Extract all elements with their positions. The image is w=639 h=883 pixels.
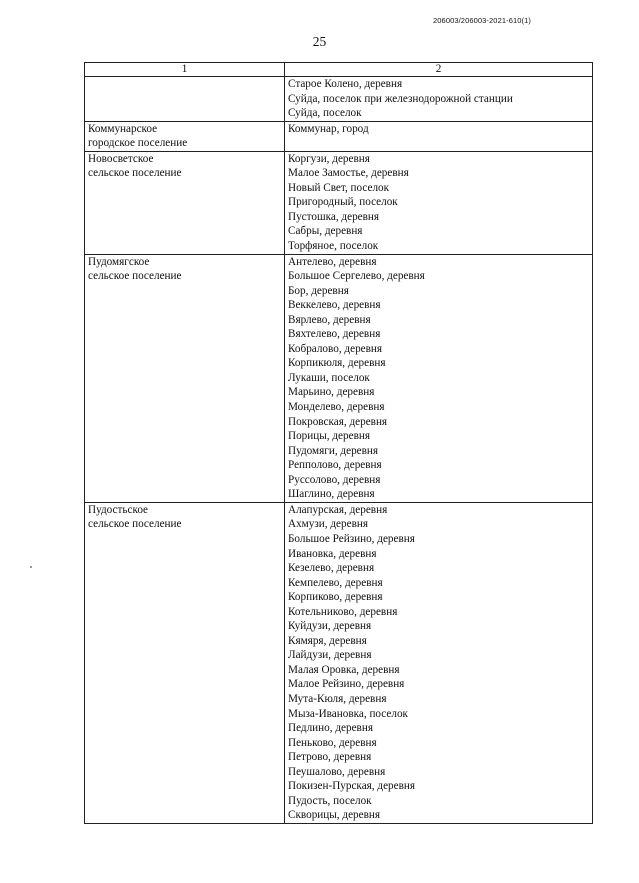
settlement-entry: Малое Замостье, деревня <box>288 167 409 180</box>
settlement-entry: Репполово, деревня <box>288 459 382 472</box>
settlement-entry: Торфяное, поселок <box>288 240 379 253</box>
municipality-name-line: Пудостьское <box>88 503 149 516</box>
settlement-entry: Сабры, деревня <box>288 225 363 238</box>
settlement-entry: Старое Колено, деревня <box>288 78 403 90</box>
settlement-entry: Корпикюля, деревня <box>288 357 386 370</box>
settlement-entry: Порицы, деревня <box>288 430 370 443</box>
settlement-entry: Коргузи, деревня <box>288 152 370 165</box>
settlement-entry: Ивановка, деревня <box>288 547 377 560</box>
settlements-table <box>84 62 593 824</box>
settlement-entry: Пригородный, поселок <box>288 196 398 209</box>
settlement-entry: Большое Рейзино, деревня <box>288 532 415 545</box>
table-row <box>85 151 593 254</box>
settlement-entry: Мута-Кюля, деревня <box>288 692 387 705</box>
settlement-entry: Суйда, поселок при железнодорожной станции <box>288 92 513 105</box>
settlement-entry: Вяхтелево, деревня <box>288 328 381 341</box>
settlement-entry: Ахмузи, деревня <box>288 518 368 531</box>
settlement-entry: Лайдузи, деревня <box>288 649 372 662</box>
settlement-entry: Котельниково, деревня <box>288 605 398 618</box>
table-header-row <box>85 63 593 77</box>
settlement-entry: Новый Свет, поселок <box>288 181 390 194</box>
table-row <box>85 121 593 151</box>
settlement-entry: Монделево, деревня <box>288 401 385 414</box>
municipality-name-line: сельское поселение <box>88 518 182 531</box>
settlement-entry: Веккелево, деревня <box>288 299 381 312</box>
settlement-entry: Кемпелево, деревня <box>288 576 383 589</box>
table-row <box>85 254 593 502</box>
settlement-entry: Вярлево, деревня <box>288 313 371 326</box>
settlement-entry: Пеньково, деревня <box>288 736 377 749</box>
settlement-entry: Лукаши, поселок <box>288 371 370 384</box>
settlement-entry: Пеушалово, деревня <box>288 765 386 778</box>
settlement-entry: Шаглино, деревня <box>288 488 375 501</box>
settlement-entry: Пудость, поселок <box>288 794 372 807</box>
settlement-entry: Педлино, деревня <box>288 722 373 735</box>
table-body <box>85 77 593 824</box>
settlements-cell <box>285 121 593 151</box>
municipality-cell <box>85 151 285 254</box>
municipality-cell <box>85 502 285 823</box>
municipality-name-line: городское поселение <box>88 137 188 150</box>
column-header-1: 1 <box>85 63 285 77</box>
settlement-entry: Кямяря, деревня <box>288 634 367 647</box>
settlement-entry: Коммунар, город <box>288 122 369 135</box>
settlements-cell <box>285 254 593 502</box>
municipality-cell <box>85 121 285 151</box>
settlement-entry: Суйда, поселок <box>288 107 362 120</box>
settlement-entry: Малая Оровка, деревня <box>288 663 400 676</box>
municipality-name-line: Пудомягское <box>88 255 150 268</box>
settlement-entry: Кобралово, деревня <box>288 342 383 355</box>
settlement-entry: Куйдузи, деревня <box>288 620 372 633</box>
settlement-entry: Покизен-Пурская, деревня <box>288 780 416 793</box>
settlements-cell <box>285 151 593 254</box>
settlement-entry: Покровская, деревня <box>288 415 388 428</box>
municipality-name-line: сельское поселение <box>88 270 182 283</box>
settlement-entry: Корпиково, деревня <box>288 591 383 604</box>
municipality-name-line: сельское поселение <box>88 167 182 180</box>
settlement-entry: Кезелево, деревня <box>288 562 375 575</box>
settlement-entry: Большое Сергелево, деревня <box>288 270 425 283</box>
settlement-entry: Петрово, деревня <box>288 751 372 764</box>
table-row <box>85 502 593 823</box>
municipality-name-line: Коммунарское <box>88 122 158 135</box>
settlement-entry: Марьино, деревня <box>288 386 375 399</box>
municipality-cell <box>85 254 285 502</box>
municipality-cell <box>85 77 285 122</box>
document-code: 206003/206003-2021-610(1) <box>433 16 531 25</box>
page-number: 25 <box>312 34 327 49</box>
settlement-entry: Алапурская, деревня <box>288 503 388 516</box>
settlements-cell <box>285 502 593 823</box>
settlement-entry: Мыза-Ивановка, поселок <box>288 707 408 720</box>
settlement-entry: Пудомяги, деревня <box>288 444 379 457</box>
settlement-entry: Скворицы, деревня <box>288 809 381 822</box>
settlement-entry: Малое Рейзино, деревня <box>288 678 405 691</box>
settlement-entry: Руссолово, деревня <box>288 473 381 486</box>
municipality-name-line: Новосветское <box>88 152 154 165</box>
table-row <box>85 77 593 122</box>
settlement-entry: Пустошка, деревня <box>288 210 380 223</box>
scan-speck <box>30 566 32 568</box>
settlement-entry: Антелево, деревня <box>288 255 377 268</box>
settlement-entry: Бор, деревня <box>288 284 349 297</box>
column-header-2: 2 <box>285 63 593 77</box>
settlements-cell <box>285 77 593 122</box>
